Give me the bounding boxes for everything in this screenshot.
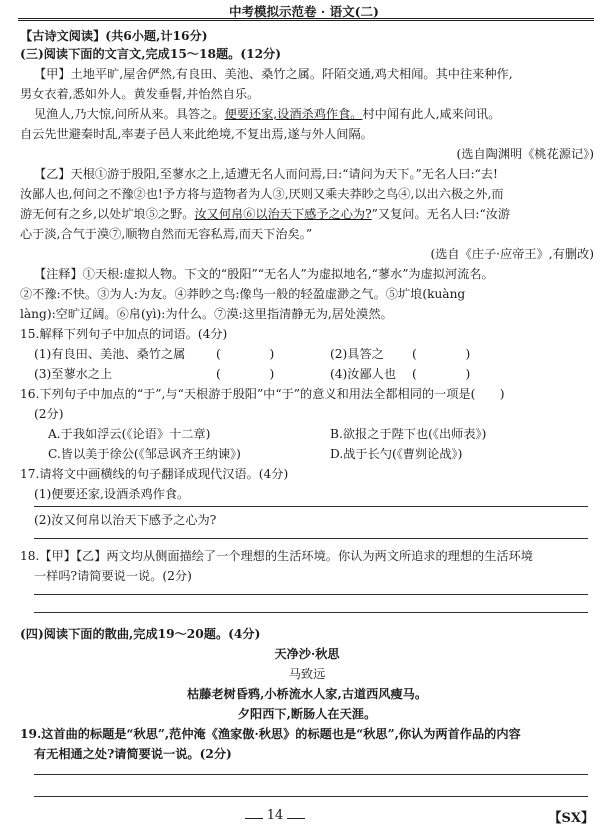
poem-line: 枯藤老树昏鸦,小桥流水人家,古道西风瘦马。 (186, 687, 428, 701)
passage-jia-line (34, 106, 594, 122)
q15-answer-blank[interactable]: ( ) (216, 367, 275, 381)
underlined-sentence-1: 便要还家,设酒杀鸡作食。 (224, 107, 363, 121)
answer-line[interactable] (34, 796, 588, 797)
q15-answer-blank[interactable]: ( ) (216, 347, 275, 361)
q15-answer-blank[interactable]: ( ) (412, 367, 471, 381)
q15-answer-blank[interactable]: ( ) (412, 347, 471, 361)
passage-jia-line: 自云先世避秦时乱,率妻子邑人来此绝境,不复出焉,遂与外人间隔。 (20, 127, 373, 141)
passage-text: 游无何有之乡,以处圹埌⑤之野。 (20, 207, 195, 221)
part3-heading: (三)阅读下面的文言文,完成15～18题。(12分) (20, 47, 282, 61)
question-18-stem: 18.【甲】【乙】两文均从侧面描绘了一个理想的生活环境。你认为两文所追求的理想的生活环境 (20, 549, 533, 563)
passage-yi-line (20, 206, 594, 222)
q15-item-1: (1)有良田、美池、桑竹之属 (34, 347, 186, 361)
q16-option-b[interactable]: B.欲报之于陛下也(《出师表》) (330, 427, 487, 441)
page-number-text: 14 (266, 808, 284, 823)
answer-line[interactable] (34, 538, 588, 539)
poem-title: 天净沙·秋思 (274, 647, 340, 661)
answer-line[interactable] (34, 506, 588, 507)
annotation-line: ②不豫:不快。③为人:为友。④莽眇之鸟:像鸟一般的轻盈虚渺之气。⑤圹埌(kuàng (20, 287, 466, 301)
q15-item-4: (4)汝鄙人也 (330, 367, 397, 381)
question-18-stem-cont: 一样吗?请简要说一说。(2分) (34, 569, 192, 583)
page-number (240, 808, 310, 823)
passage-yi-line: 【乙】天根①游于殷阳,至蓼水之上,适遭无名人而问焉,曰:“请问为天下。”无名人曰:“去! (34, 167, 498, 181)
header-rule (18, 18, 594, 19)
page-header: 中考模拟示范卷 · 语文(二) (229, 4, 379, 19)
q15-item-3: (3)至蓼水之上 (34, 367, 113, 381)
question-16-score: (2分) (34, 407, 64, 421)
decorative-brace (287, 810, 305, 819)
question-19-stem: 19.这首曲的标题是“秋思”,范仲淹《渔家傲·秋思》的标题也是“秋思”,你认为两首作品的内容 (20, 727, 521, 741)
answer-line[interactable] (34, 594, 588, 595)
q15-item-2: (2)具答之 (330, 347, 384, 361)
annotation-line: làng):空旷辽阔。⑥帛(yì):为什么。⑦漠:这里指清静无为,居处漠然。 (20, 307, 393, 321)
section-title: 【古诗文阅读】(共6小题,计16分) (20, 29, 208, 43)
poem-author: 马致远 (288, 667, 326, 681)
passage-text: 见渔人,乃大惊,问所从来。具答之。 (34, 107, 225, 121)
source-citation: (选自《庄子·应帝王》,有删改) (430, 247, 594, 261)
question-16-stem: 16.下列句子中加点的“于”,与“天根游于殷阳”中“于”的意义和用法全都相同的一项是( ) (20, 387, 505, 401)
question-15-stem: 15.解释下列句子中加点的词语。(4分) (20, 327, 228, 341)
region-code: 【SX】 (548, 811, 594, 826)
q16-option-d[interactable]: D.战于长勺(《曹刿论战》) (330, 447, 463, 461)
passage-text: 村中闻有此人,咸来问讯。 (362, 107, 501, 121)
answer-line[interactable] (34, 612, 588, 613)
question-19-stem-cont: 有无相通之处?请简要说一说。(2分) (34, 747, 232, 761)
q17-sentence-2: (2)汝又何帛以治天下感予之心为? (34, 513, 217, 527)
question-17-stem: 17.请将文中画横线的句子翻译成现代汉语。(4分) (20, 467, 289, 481)
q17-sentence-1: (1)便要还家,设酒杀鸡作食。 (34, 487, 190, 501)
poem-line: 夕阳西下,断肠人在天涯。 (237, 707, 377, 721)
part4-heading: (四)阅读下面的散曲,完成19～20题。(4分) (20, 627, 261, 641)
passage-jia-line: 【甲】土地平旷,屋舍俨然,有良田、美池、桑竹之属。阡陌交通,鸡犬相闻。其中往来种作, (34, 67, 513, 81)
passage-yi-line: 心于淡,合气于漠⑦,顺物自然而无容私焉,而天下治矣。” (20, 227, 313, 241)
q16-option-a[interactable]: A.于我如浮云(《论语》十二章) (48, 427, 211, 441)
underlined-sentence-2: 汝又何帛⑥以治天下感予之心为? (194, 207, 372, 221)
passage-jia-line: 男女衣着,悉如外人。黄发垂髫,并怡然自乐。 (20, 87, 260, 101)
q16-option-c[interactable]: C.皆以美于徐公(《邹忌讽齐王纳谏》) (48, 447, 241, 461)
source-citation: (选自陶渊明《桃花源记》) (456, 147, 594, 161)
decorative-brace (245, 810, 263, 819)
passage-text: ”又复问。无名人曰:“汝游 (371, 207, 511, 221)
header-rule (18, 20, 594, 21)
answer-line[interactable] (34, 774, 588, 775)
annotation-line: 【注释】①天根:虚拟人物。下文的“殷阳”“无名人”为虚拟地名,“蓼水”为虚拟河流名。 (34, 267, 494, 281)
passage-yi-line: 汝鄙人也,何问之不豫②也!予方将与造物者为人③,厌则又乘夫莽眇之鸟④,以出六极之外,而 (20, 187, 504, 201)
